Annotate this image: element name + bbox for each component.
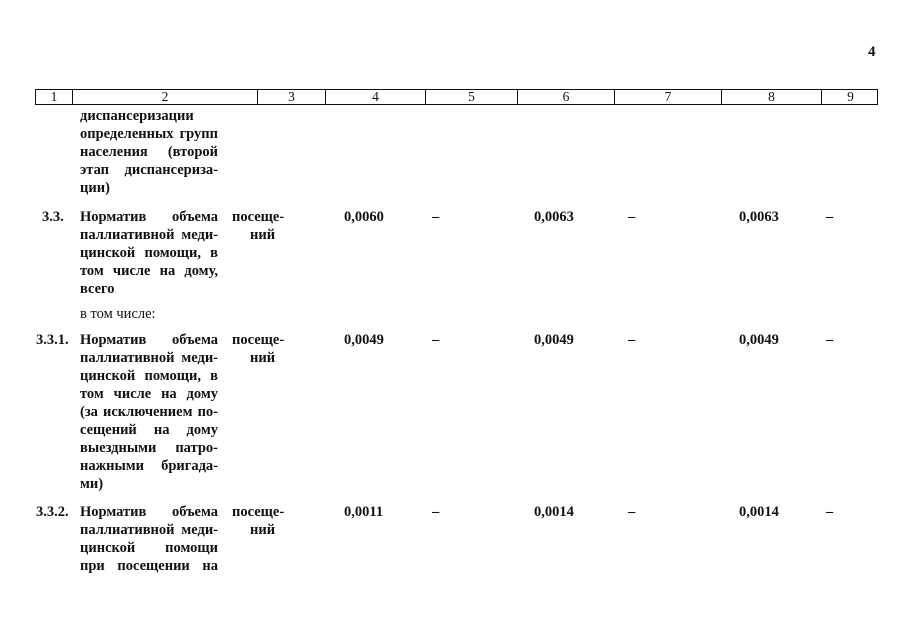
unit-line: посеще- xyxy=(232,332,285,348)
desc-line: том числе на дому xyxy=(80,386,218,402)
value-col-9: – xyxy=(826,504,834,520)
header-col-1: 1 xyxy=(36,90,73,104)
desc-line: сещений на дому xyxy=(80,422,218,438)
value-col-8: 0,0063 xyxy=(739,209,779,225)
row-code: 3.3.2. xyxy=(36,504,69,520)
value-col-8: 0,0049 xyxy=(739,332,779,348)
column-number-header xyxy=(35,89,878,105)
unit-line: ний xyxy=(250,227,276,243)
desc-line: цинской помощи, в xyxy=(80,368,218,384)
desc-line: том числе на дому, xyxy=(80,263,218,279)
unit-line: посеще- xyxy=(232,504,285,520)
desc-line: (за исключением по- xyxy=(80,404,218,420)
value-col-8: 0,0014 xyxy=(739,504,779,520)
value-col-4: 0,0060 xyxy=(344,209,384,225)
desc-line: населения (второй xyxy=(80,144,218,160)
header-col-6: 6 xyxy=(518,90,615,104)
desc-line: нажными бригада- xyxy=(80,458,218,474)
header-col-2: 2 xyxy=(73,90,258,104)
unit-line: ний xyxy=(250,522,276,538)
desc-line: всего xyxy=(80,281,115,297)
row-description xyxy=(80,331,218,493)
value-col-5: – xyxy=(432,504,440,520)
unit-line: посеще- xyxy=(232,209,285,225)
value-col-6: 0,0049 xyxy=(534,332,574,348)
header-col-4: 4 xyxy=(326,90,426,104)
row-unit xyxy=(232,331,284,367)
desc-line: цинской помощи xyxy=(80,540,218,556)
value-col-5: – xyxy=(432,332,440,348)
desc-line: паллиативной меди- xyxy=(80,522,218,538)
continuation-description xyxy=(80,107,218,197)
page-number: 4 xyxy=(868,44,876,60)
value-col-9: – xyxy=(826,332,834,348)
desc-line: ции) xyxy=(80,180,110,196)
desc-line: цинской помощи, в xyxy=(80,245,218,261)
unit-line: ний xyxy=(250,350,276,366)
value-col-5: – xyxy=(432,209,440,225)
row-unit xyxy=(232,503,284,539)
value-col-7: – xyxy=(628,209,636,225)
desc-line: Норматив объема xyxy=(80,209,218,225)
header-col-7: 7 xyxy=(615,90,722,104)
value-col-4: 0,0011 xyxy=(344,504,384,520)
desc-line: паллиативной меди- xyxy=(80,350,218,366)
value-col-6: 0,0014 xyxy=(534,504,574,520)
row-unit xyxy=(232,208,284,244)
row-code: 3.3.1. xyxy=(36,332,69,348)
value-col-7: – xyxy=(628,332,636,348)
header-col-9: 9 xyxy=(847,89,854,104)
value-col-6: 0,0063 xyxy=(534,209,574,225)
value-col-7: – xyxy=(628,504,636,520)
desc-line: Норматив объема xyxy=(80,332,218,348)
desc-line: Норматив объема xyxy=(80,504,218,520)
desc-line: ми) xyxy=(80,476,104,492)
row-description xyxy=(80,208,218,298)
value-col-4: 0,0049 xyxy=(344,332,384,348)
header-col-8: 8 xyxy=(722,90,822,104)
desc-line: этап диспансериза- xyxy=(80,162,218,178)
subheading: в том числе: xyxy=(80,306,156,322)
header-col-3: 3 xyxy=(258,90,326,104)
desc-line: диспансеризации xyxy=(80,108,194,124)
value-col-9: – xyxy=(826,209,834,225)
desc-line: при посещении на xyxy=(80,558,218,574)
row-description xyxy=(80,503,218,575)
header-col-5: 5 xyxy=(426,90,518,104)
desc-line: паллиативной меди- xyxy=(80,227,218,243)
desc-line: определенных групп xyxy=(80,126,218,142)
desc-line: выездными патро- xyxy=(80,440,218,456)
row-code: 3.3. xyxy=(42,209,64,225)
